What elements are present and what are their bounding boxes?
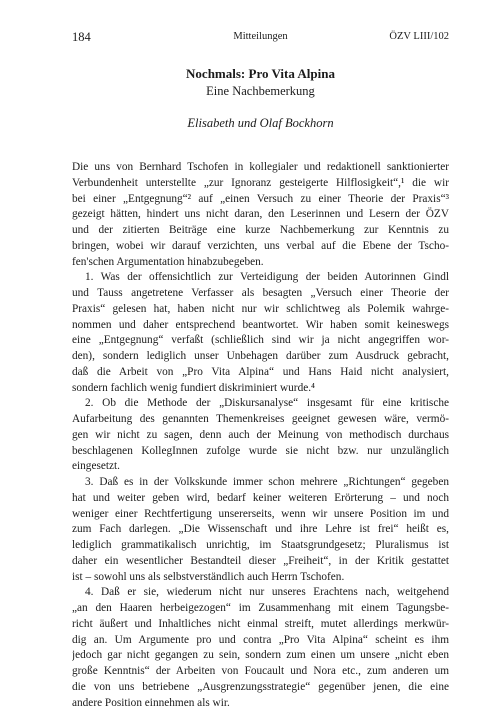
article-body xyxy=(72,160,449,711)
journal-reference: ÖZV LIII/102 xyxy=(389,31,449,42)
text-line: nommen und daher entsprechend beantwortet. Wir haben somit keineswegs xyxy=(72,318,449,331)
text-line: und Tauss angetretene Verfasser als besagten „Versuch einer Theorie der xyxy=(72,287,449,299)
text-line: Verbundenheit unterstellte „zur Ignoranz gesteigerte Hilflosigkeit“,¹ die wir xyxy=(72,176,449,189)
running-header xyxy=(72,30,449,46)
text-line: gen wir nicht zu sagen, denn auch der Meinung von methodisch durchaus xyxy=(72,428,449,441)
text-line: dig an. Um Argumente pro und contra „Pro Vita Alpina“ scheint es ihm xyxy=(72,633,449,646)
text-line: beschlagenen KollegInnen zufolge wurde sie nicht bzw. nur unzulänglich xyxy=(72,444,449,457)
text-line: zum Fach darlegen. „Die Wissenschaft und ihre Lehre ist frei“ heißt es, xyxy=(72,523,449,536)
article-subtitle: Eine Nachbemerkung xyxy=(206,84,315,98)
text-line: richt äußert und Inhaltliches nicht einmal streift, mutet allerdings merkwür- xyxy=(72,617,449,630)
text-line: 2. Ob die Methode der „Diskursanalyse“ insgesamt für eine kritische xyxy=(85,397,449,410)
text-line: eingesetzt. xyxy=(72,460,120,473)
text-line: 1. Was der offensichtlich zur Verteidigung der beiden Autorinnen Gindl xyxy=(85,271,449,284)
text-line: hat und weiter geben wird, bedarf keiner weiteren Erörterung – und noch xyxy=(72,491,449,504)
text-line: daß die Arbeit von „Pro Vita Alpina“ und Hans Haid nicht analysiert, xyxy=(72,365,449,378)
text-line: weniger einer Rechtfertigung unsererseits, wenn wir unsere Position im und xyxy=(72,507,449,520)
text-line: fen'schen Argumentation hinabzubegeben. xyxy=(72,255,264,268)
text-line: große Kenntnis“ der Arbeiten von Foucault und Nora etc., zum anderen um xyxy=(72,665,449,677)
article-authors: Elisabeth und Olaf Bockhorn xyxy=(187,116,334,130)
text-line: Die uns von Bernhard Tschofen in kollegialer und redaktionell sanktionierter xyxy=(72,161,449,173)
text-line: sondern fachlich wenig fundiert diskriminiert wurde.⁴ xyxy=(72,381,315,394)
text-line: und der zitierten Beiträge eine kurze Nachbemerkung zur Kenntnis zu xyxy=(72,224,449,236)
text-line: eine „Entgegnung“ verfaßt (schließlich sind wir ja nicht angegriffen wor- xyxy=(72,334,449,347)
text-line: bringen, wobei wir darauf verzichten, uns verbal auf die Ebene der Tscho- xyxy=(72,239,449,252)
section-title: Mitteilungen xyxy=(233,31,288,42)
text-line: ist – sowohl uns als selbstverständlich auch Herrn Tschofen. xyxy=(72,570,345,583)
text-line: 4. Daß er sie, wiederum nicht nur unseres Erachtens nach, weitgehend xyxy=(85,586,449,599)
text-line: andere Position einnehmen als wir. xyxy=(72,696,230,709)
text-line: daher ein wesentlicher Bestandteil dieser „Freiheit“, in der Kritik gestattet xyxy=(72,554,449,567)
text-line: lediglich grammatikalisch unrichtig, im Staatsgrundgesetz; Pluralismus ist xyxy=(72,539,449,551)
article-title: Nochmals: Pro Vita Alpina xyxy=(186,66,335,81)
text-line: 3. Daß es in der Volkskunde immer schon mehrere „Richtungen“ gegeben xyxy=(85,476,449,488)
text-line: die von uns betriebene „Ausgrenzungsstrategie“ gegenüber jenen, die eine xyxy=(72,680,449,693)
text-line: Aufarbeitung des genannten Themenkreises geeignet gewesen wäre, vermö- xyxy=(72,413,449,425)
text-line: den), sondern lediglich unser Unbehagen darüber zum Ausdruck gebracht, xyxy=(72,350,449,362)
page-number: 184 xyxy=(72,30,91,44)
text-line: „an den Haaren herbeigezogen“ im Zusammenhang mit einem Tagungsbe- xyxy=(72,602,449,614)
text-line: gezeigt hätten, hindert uns nicht daran, den Leserinnen und Lesern der ÖZV xyxy=(72,208,449,221)
text-line: bei einer „Entgegnung“² auf „einen Versuch zu einer Theorie der Praxis“³ xyxy=(72,192,449,205)
text-line: Praxis“ gelesen hat, haben nicht nur wir schlichtweg als Polemik wahrge- xyxy=(72,302,449,315)
text-line: jedoch gar nicht gegangen zu sein, sondern zum einen um unsere „nicht eben xyxy=(72,649,449,662)
